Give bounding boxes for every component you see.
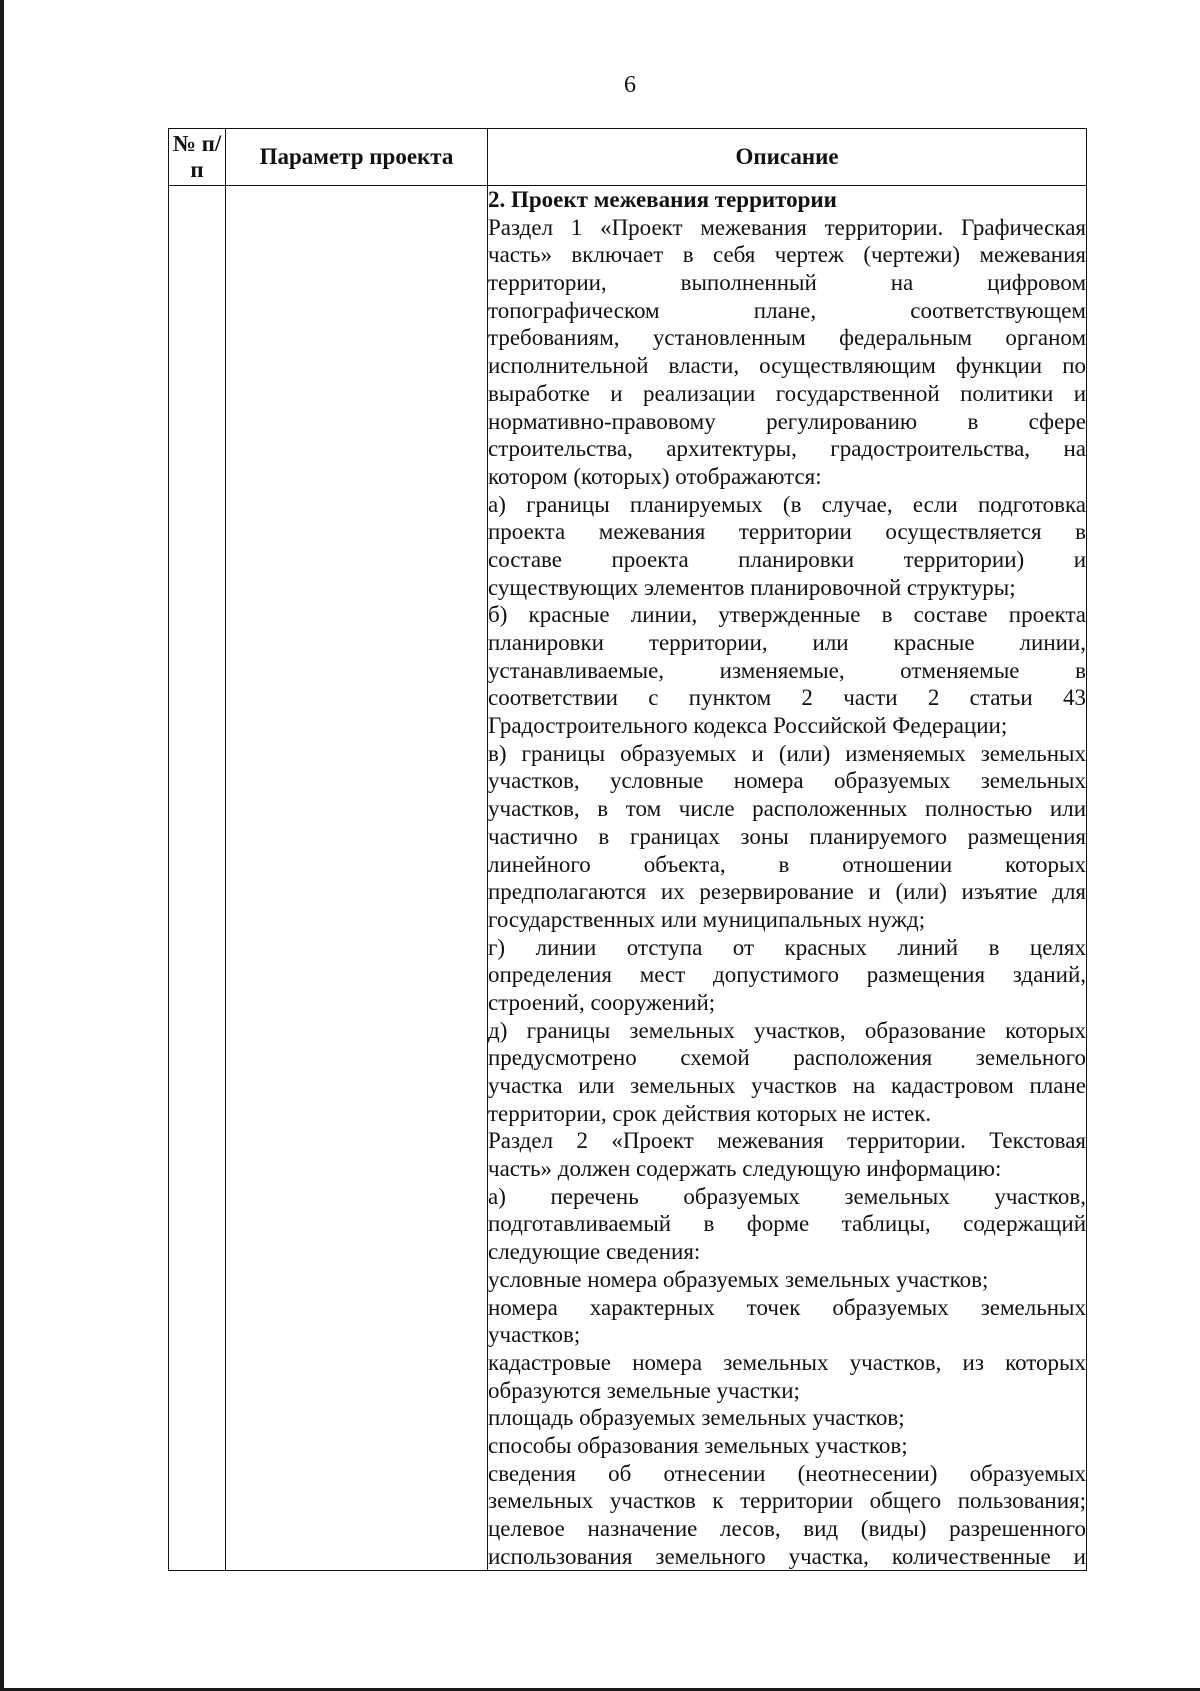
description-line: исполнительной власти, осуществляющим функции по [488, 353, 1086, 379]
description-line: б) красные линии, утвержденные в составе проекта [488, 602, 1086, 628]
description-line: строений, сооружений; [488, 989, 716, 1015]
scan-border-left [0, 0, 4, 1691]
description-line: котором (которых) отображаются: [488, 463, 822, 489]
project-parameters-table [168, 128, 1087, 1571]
description-line: участков, в том числе расположенных полностью или [488, 796, 1086, 822]
description-line: часть» включает в себя чертеж (чертежи) межевания [488, 242, 1086, 268]
section-heading: 2. Проект межевания территории [488, 187, 837, 212]
description-line: устанавливаемые, изменяемые, отменяемые в [488, 657, 1086, 683]
description-line: кадастровые номера земельных участков, из которых [488, 1349, 1086, 1375]
description-line: государственных или муниципальных нужд; [488, 906, 926, 932]
description-line: сведения об отнесении (неотнесении) образуемых [488, 1460, 1086, 1486]
description-line: условные номера образуемых земельных участков; [488, 1266, 989, 1292]
description-line: строительства, архитектуры, градостроительства, на [488, 436, 1086, 462]
column-header-number: № п/п [169, 129, 226, 186]
description-line: Градостроительного кодекса Российской Федерации; [488, 713, 1008, 739]
description-line: существующих элементов планировочной структуры; [488, 574, 1016, 600]
description-line: д) границы земельных участков, образование которых [488, 1017, 1086, 1043]
description-line: нормативно-правовому регулированию в сфере [488, 408, 1086, 434]
page-number: 6 [624, 72, 636, 98]
description-line: целевое назначение лесов, вид (виды) разрешенного [488, 1516, 1086, 1541]
column-header-description: Описание [488, 129, 1087, 186]
row-number-cell [169, 186, 226, 1571]
description-line: линейного объекта, в отношении которых [488, 851, 1086, 877]
description-line: проекта межевания территории осуществляется в [488, 519, 1086, 545]
description-line: способы образования земельных участков; [488, 1432, 908, 1458]
description-line: подготавливаемый в форме таблицы, содержащий [488, 1211, 1086, 1237]
description-line: соответствии с пунктом 2 части 2 статьи 43 [488, 685, 1086, 711]
description-line: предполагаются их резервирование и (или) изъятие для [488, 879, 1086, 905]
description-line: часть» должен содержать следующую информацию: [488, 1156, 1002, 1182]
description-line: частично в границах зоны планируемого размещения [488, 823, 1086, 849]
description-line: составе проекта планировки территории) и [488, 546, 1086, 572]
description-line: выработке и реализации государственной политики и [488, 380, 1086, 406]
table-row [169, 186, 1087, 1571]
description-line: номера характерных точек образуемых земельных [488, 1294, 1086, 1320]
description-line: земельных участков к территории общего пользования; [488, 1488, 1086, 1514]
table-header-row [169, 129, 1087, 186]
description-line: топографическом плане, соответствующем [488, 297, 1086, 323]
description-line: площадь образуемых земельных участков; [488, 1405, 905, 1431]
description-line: участка или земельных участков на кадастровом плане [488, 1073, 1086, 1098]
description-line: а) границы планируемых (в случае, если подготовка [488, 491, 1086, 517]
description-line: Раздел 2 «Проект межевания территории. Текстовая [488, 1128, 1086, 1154]
description-line: участков; [488, 1322, 581, 1348]
row-parameter-cell [226, 186, 488, 1571]
description-line: а) перечень образуемых земельных участков, [488, 1183, 1086, 1209]
column-header-parameter: Параметр проекта [226, 129, 488, 186]
description-line: Раздел 1 «Проект межевания территории. Графическая [488, 214, 1086, 240]
description-line: определения мест допустимого размещения зданий, [488, 962, 1086, 988]
description-line: территории, выполненный на цифровом [488, 270, 1086, 296]
description-line: предусмотрено схемой расположения земельного [488, 1045, 1086, 1071]
description-line: следующие сведения: [488, 1239, 701, 1265]
description-line: образуются земельные участки; [488, 1377, 800, 1403]
description-line: участков, условные номера образуемых земельных [488, 768, 1086, 794]
row-description-cell [488, 186, 1087, 1571]
description-line: территории, срок действия которых не истек. [488, 1100, 932, 1126]
description-line: г) линии отступа от красных линий в целях [488, 934, 1086, 960]
description-line: требованиям, установленным федеральным органом [488, 325, 1086, 351]
description-line: использования земельного участка, количественные и [488, 1543, 1086, 1569]
description-line: планировки территории, или красные линии, [488, 630, 1086, 655]
description-line: в) границы образуемых и (или) изменяемых земельных [488, 740, 1086, 766]
